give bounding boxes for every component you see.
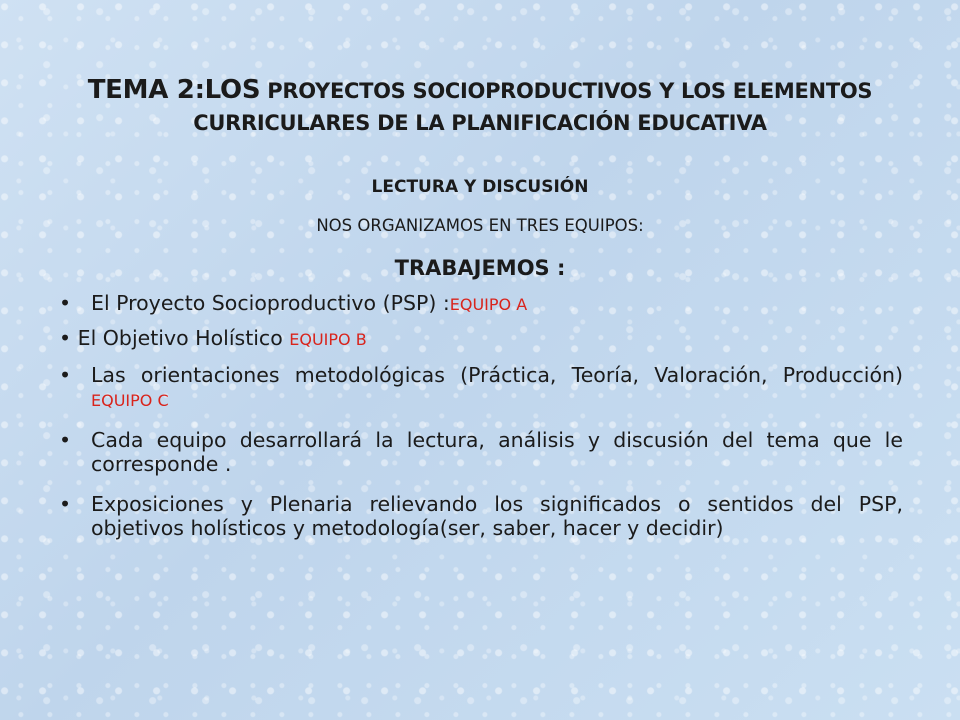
bullet-dot-icon: • <box>59 428 72 452</box>
team-label: EQUIPO B <box>289 330 367 349</box>
bullet-text: Las orientaciones metodológicas (Práctica, Teoría, Valoración, Producción) <box>91 363 903 387</box>
title-main: PROYECTOS SOCIOPRODUCTIVOS Y LOS ELEMENTOS CURRICULARES DE LA PLANIFICACIÓN EDUCATIVA <box>193 79 873 135</box>
bullet-dot-icon: • <box>59 326 72 350</box>
bullet-text: El Objetivo Holístico <box>77 326 290 350</box>
bullet-item-psp <box>55 291 903 317</box>
bullet-dot-icon: • <box>59 291 72 315</box>
bullet-text: Exposiciones y Plenaria relievando los significados o sentidos del PSP, objetivos holísticos y metodología(ser, saber, hacer y decidir) <box>91 492 903 540</box>
team-label: EQUIPO A <box>449 295 528 314</box>
bullet-text: Cada equipo desarrollará la lectura, análisis y discusión del tema que le corresponde . <box>91 428 903 476</box>
bullet-item-exposiciones <box>55 492 903 540</box>
title-prefix: TEMA 2:LOS <box>87 75 261 105</box>
bullet-item-orientaciones <box>55 363 903 413</box>
heading-trabajemos: TRABAJEMOS : <box>394 256 566 280</box>
slide-title <box>40 74 920 139</box>
subtitle-equipos: NOS ORGANIZAMOS EN TRES EQUIPOS: <box>316 216 644 235</box>
bullet-list <box>55 291 903 540</box>
bullet-text: El Proyecto Socioproductivo (PSP) : <box>91 291 450 315</box>
bullet-item-cada-equipo <box>55 428 903 476</box>
bullet-dot-icon: • <box>59 363 72 387</box>
bullet-item-objetivo <box>55 326 903 352</box>
bullet-dot-icon: • <box>59 492 72 516</box>
team-label: EQUIPO C <box>91 391 169 410</box>
subtitle-lectura: LECTURA Y DISCUSIÓN <box>371 177 589 197</box>
